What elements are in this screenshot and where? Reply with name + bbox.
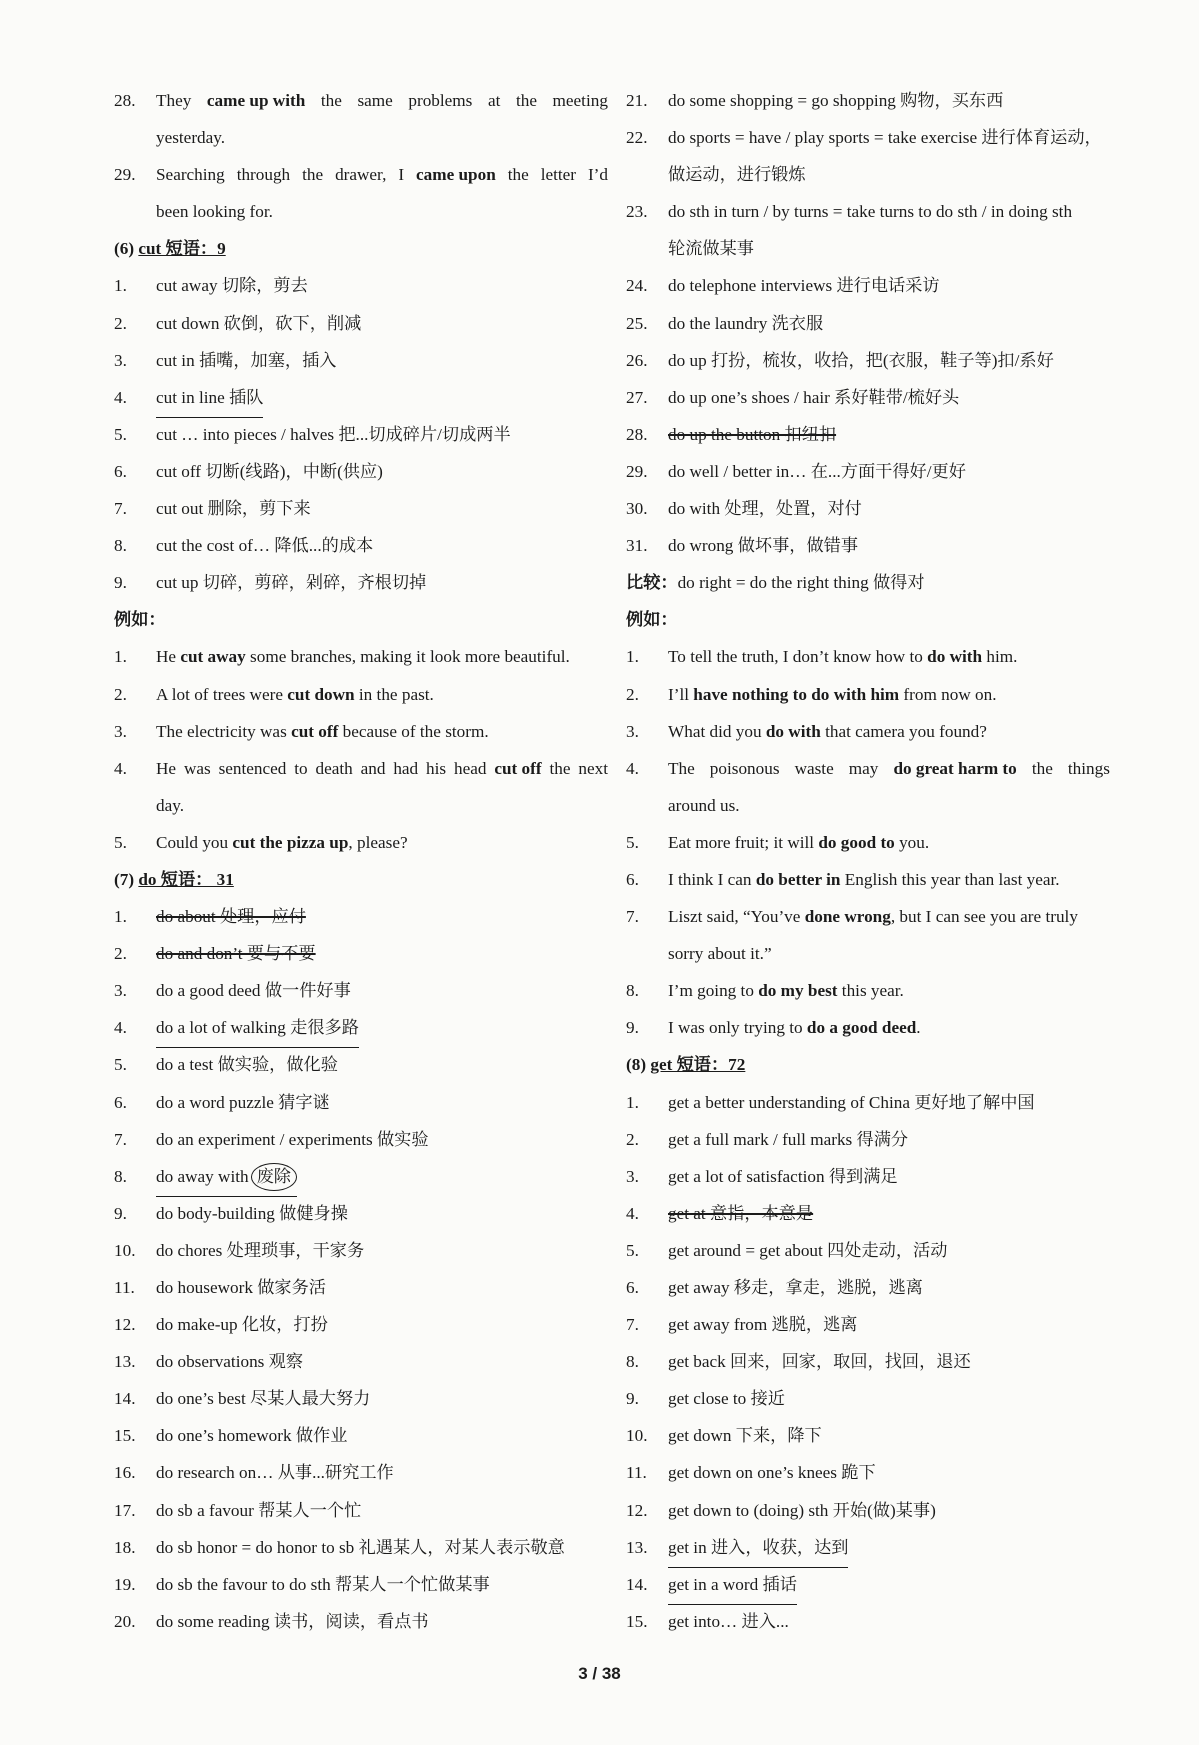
item-text: do sb the favour to do sth 帮某人一个忙做某事: [156, 1574, 490, 1594]
item-number: 5.: [114, 424, 127, 444]
item-text: [156, 82, 608, 119]
item-number: 8.: [626, 981, 639, 1001]
item-number: 1.: [114, 647, 127, 667]
list-item: [626, 824, 1116, 861]
item-text: The electricity was cut off because of the storm.: [156, 721, 489, 741]
item-text: cut … into pieces / halves 把...切成碎片/切成两半: [156, 424, 511, 444]
list-item: [626, 750, 1116, 787]
list-item: [626, 82, 1116, 119]
list-item: [114, 267, 614, 304]
item-number: 3.: [626, 721, 639, 741]
list-item: [626, 527, 1116, 564]
word: head: [454, 758, 487, 778]
item-text: do a word puzzle 猜字谜: [156, 1092, 330, 1112]
list-item-continuation: day.: [156, 795, 184, 815]
item-number: 22.: [626, 128, 648, 148]
item-text: cut in line 插队: [156, 379, 263, 418]
list-item: [114, 1380, 614, 1417]
word: may: [848, 758, 879, 778]
bold-phrase: cut off: [291, 721, 339, 741]
item-number: 10.: [626, 1426, 648, 1446]
list-item: [114, 342, 614, 379]
list-item: [626, 1195, 1116, 1232]
list-item: [626, 1603, 1116, 1640]
item-text: do research on… 从事...研究工作: [156, 1463, 394, 1483]
item-number: 15.: [114, 1426, 136, 1446]
item-text: do a test 做实验，做化验: [156, 1055, 338, 1075]
item-text: do one’s best 尽某人最大努力: [156, 1389, 371, 1409]
section-heading: 例如：: [114, 610, 166, 630]
list-item: [626, 638, 1116, 675]
item-number: 1.: [114, 907, 127, 927]
item-text: do away with 废除: [156, 1158, 297, 1197]
list-item-continuation: 轮流做某事: [668, 239, 754, 259]
word: waste: [794, 758, 834, 778]
section-heading: (6) cut 短语：9: [114, 239, 226, 259]
list-item: [114, 1492, 614, 1529]
bold-phrase: do better in: [755, 869, 841, 889]
list-item: [626, 1009, 1116, 1046]
item-text: I think I can do better in English this year than last year.: [668, 869, 1060, 889]
item-number: 11.: [626, 1463, 647, 1483]
bold-phrase: have nothing to do with him: [693, 684, 900, 704]
word: I’d: [587, 165, 608, 185]
list-item: [626, 972, 1116, 1009]
item-text: do a good deed 做一件好事: [156, 981, 351, 1001]
word: meeting: [552, 91, 608, 110]
item-text: do well / better in… 在...方面干得好/更好: [668, 461, 966, 481]
list-item: [114, 564, 614, 601]
item-number: 2.: [114, 313, 127, 333]
word: poisonous: [709, 758, 780, 778]
item-text: get away from 逃脱，逃离: [668, 1315, 858, 1335]
list-item: [626, 490, 1116, 527]
item-text: do sth in turn / by turns = take turns to do sth / in doing sth: [668, 202, 1073, 222]
item-number: 2.: [114, 684, 127, 704]
item-number: 29.: [114, 165, 136, 185]
list-item: [626, 1417, 1116, 1454]
item-number: 29.: [626, 461, 648, 481]
list-item: [626, 1158, 1116, 1195]
list-item: [626, 1084, 1116, 1121]
list-item: [626, 1492, 1116, 1529]
item-text: A lot of trees were cut down in the past.: [156, 684, 434, 704]
item-number: 31.: [626, 536, 648, 556]
word: same: [357, 91, 393, 110]
item-text: do up the button 扣纽扣: [668, 424, 837, 444]
item-number: 6.: [114, 461, 127, 481]
word: the: [507, 165, 529, 185]
right-column: [626, 82, 1116, 1640]
item-number: 9.: [114, 1203, 127, 1223]
list-item: [626, 1121, 1116, 1158]
item-number: 24.: [626, 276, 648, 296]
item-number: 8.: [626, 1352, 639, 1372]
list-item: [626, 305, 1116, 342]
list-item: [114, 1195, 614, 1232]
list-item: [626, 676, 1116, 713]
item-text: do some reading 读书，阅读，看点书: [156, 1611, 429, 1631]
item-number: 1.: [114, 276, 127, 296]
word: the: [549, 758, 571, 778]
list-item: [114, 416, 614, 453]
item-text: Eat more fruit; it will do good to you.: [668, 832, 930, 852]
list-item: [626, 193, 1116, 230]
item-number: 3.: [626, 1166, 639, 1186]
item-number: 20.: [114, 1611, 136, 1631]
item-text: Liszt said, “You’ve done wrong, but I can see you are truly: [668, 907, 1078, 927]
item-text: do observations 观察: [156, 1352, 304, 1372]
list-item: [626, 1232, 1116, 1269]
word: had: [393, 758, 419, 778]
section-heading-label: cut 短语：9: [138, 239, 226, 259]
item-text: do body-building 做健身操: [156, 1203, 348, 1223]
word: death: [315, 758, 353, 778]
item-number: 8.: [114, 1166, 127, 1186]
page-number: 3 / 38: [578, 1664, 621, 1683]
section-heading: 例如：: [626, 610, 678, 630]
item-text: get down to (doing) sth 开始(做)某事): [668, 1500, 936, 1520]
bold-phrase: came upon: [416, 165, 496, 185]
item-text: get back 回来，回家，取回，找回，退还: [668, 1352, 971, 1372]
item-text: cut in 插嘴，加塞，插入: [156, 350, 337, 370]
item-number: 23.: [626, 202, 648, 222]
word: the: [320, 91, 342, 110]
bold-phrase: cut away: [180, 647, 246, 667]
item-number: 4.: [626, 1203, 639, 1223]
list-item: [114, 972, 614, 1009]
word: The: [668, 758, 695, 778]
word: things: [1067, 758, 1110, 778]
item-text: Could you cut the pizza up, please?: [156, 832, 408, 852]
item-text: get a full mark / full marks 得满分: [668, 1129, 909, 1149]
list-item-continuation: sorry about it.”: [668, 944, 772, 964]
item-text: do chores 处理琐事，干家务: [156, 1240, 365, 1260]
item-number: 4.: [114, 758, 127, 778]
item-text: do wrong 做坏事，做错事: [668, 536, 859, 556]
item-text: get into… 进入...: [668, 1611, 789, 1631]
item-number: 6.: [626, 1278, 639, 1297]
list-item-continuation: been looking for.: [156, 202, 273, 222]
item-text: I’m going to do my best this year.: [668, 981, 904, 1001]
bold-phrase: cut down: [287, 684, 355, 704]
bold-phrase: cut off: [494, 758, 542, 778]
list-item-continuation: yesterday.: [156, 128, 226, 148]
list-item: [626, 898, 1116, 935]
word: his: [426, 758, 447, 778]
word: to: [294, 758, 308, 778]
item-number: 9.: [114, 573, 127, 593]
word: letter: [540, 165, 576, 185]
item-number: 5.: [626, 1240, 639, 1260]
item-number: 2.: [626, 1129, 639, 1149]
item-text: cut up 切碎，剪碎，剁碎，齐根切掉: [156, 573, 427, 593]
list-item: [114, 1454, 614, 1491]
list-item: [114, 1566, 614, 1603]
item-number: 16.: [114, 1463, 136, 1483]
list-item-continuation: around us.: [668, 795, 740, 815]
item-text: I’ll have nothing to do with him from now on.: [668, 684, 997, 704]
item-number: 9.: [626, 1018, 639, 1038]
item-text: get away 移走，拿走，逃脱，逃离: [668, 1278, 923, 1297]
word: drawer,: [335, 165, 387, 185]
item-number: 2.: [626, 684, 639, 704]
left-column: [114, 82, 614, 1640]
item-number: 14.: [626, 1574, 648, 1594]
item-text: get in a word 插话: [668, 1566, 797, 1605]
list-item: [114, 305, 614, 342]
item-number: 15.: [626, 1611, 648, 1631]
item-text: get close to 接近: [668, 1389, 785, 1409]
bold-phrase: do my best: [758, 981, 838, 1001]
item-text: get a better understanding of China 更好地了解中国: [668, 1092, 1035, 1112]
bold-phrase: do with: [765, 721, 821, 741]
item-number: 28.: [114, 91, 136, 110]
item-text: do with 处理，处置，对付: [668, 499, 862, 519]
item-number: 10.: [114, 1240, 136, 1260]
item-text: cut away 切除，剪去: [156, 276, 308, 296]
word: through: [236, 165, 291, 185]
item-number: 25.: [626, 313, 648, 333]
item-text: I was only trying to do a good deed.: [668, 1018, 921, 1038]
item-text: [156, 750, 608, 787]
item-text: do housework 做家务活: [156, 1278, 326, 1297]
list-item: [114, 1529, 614, 1566]
item-number: 4.: [626, 758, 639, 778]
item-text: do make-up 化妆，打扮: [156, 1315, 328, 1335]
bold-phrase: do with: [927, 647, 983, 667]
list-item: [626, 342, 1116, 379]
item-text: do sb a favour 帮某人一个忙: [156, 1500, 362, 1520]
list-item: [626, 1380, 1116, 1417]
word: sentenced: [218, 758, 287, 778]
bold-phrase: do good to: [818, 832, 895, 852]
item-number: 1.: [626, 1092, 639, 1112]
item-number: 5.: [114, 832, 127, 852]
bold-phrase: do great harm to: [893, 758, 1017, 778]
item-number: 6.: [626, 869, 639, 889]
item-text: get down on one’s knees 跪下: [668, 1463, 876, 1483]
list-item: [114, 1046, 614, 1083]
list-item: [114, 379, 614, 416]
item-number: 14.: [114, 1389, 136, 1409]
list-item: [114, 1084, 614, 1121]
list-item-continuation: 做运动，进行锻炼: [668, 165, 806, 185]
item-number: 6.: [114, 1092, 127, 1112]
section-heading: 比较：do right = do the right thing 做得对: [626, 573, 925, 593]
item-number: 8.: [114, 536, 127, 556]
list-item: [114, 1343, 614, 1380]
list-item: [626, 379, 1116, 416]
item-number: 4.: [114, 1018, 127, 1038]
item-number: 13.: [626, 1537, 648, 1557]
item-number: 26.: [626, 350, 648, 370]
word: was: [183, 758, 211, 778]
handwritten-circle: 废除: [251, 1163, 297, 1191]
item-number: 28.: [626, 424, 648, 444]
item-number: 7.: [114, 499, 127, 519]
item-text: cut off 切断(线路)，中断(供应): [156, 461, 383, 481]
item-text: do sports = have / play sports = take exercise 进行体育运动，: [668, 128, 1102, 148]
item-number: 3.: [114, 981, 127, 1001]
word: I: [398, 165, 405, 185]
item-text: [156, 156, 608, 193]
item-number: 5.: [626, 832, 639, 852]
item-text: do and don’t 要与不要: [156, 944, 316, 964]
item-number: 1.: [626, 647, 639, 667]
item-text: do telephone interviews 进行电话采访: [668, 276, 940, 296]
list-item: [626, 861, 1116, 898]
list-item: [114, 676, 614, 713]
list-item: [114, 1306, 614, 1343]
list-item: [114, 453, 614, 490]
section-heading: (7) do 短语： 31: [114, 869, 234, 889]
item-text: get around = get about 四处走动，活动: [668, 1240, 948, 1260]
item-number: 18.: [114, 1537, 136, 1557]
item-number: 12.: [626, 1500, 648, 1520]
list-item: [626, 453, 1116, 490]
item-number: 2.: [114, 944, 127, 964]
list-item: [114, 156, 614, 193]
list-item: [626, 1529, 1116, 1566]
list-item: [114, 638, 614, 675]
list-item: [114, 824, 614, 861]
section-heading-label: do 短语： 31: [138, 869, 234, 889]
item-text: do one’s homework 做作业: [156, 1426, 348, 1446]
list-item: [626, 1343, 1116, 1380]
section-heading: (8) get 短语：72: [626, 1055, 746, 1075]
item-number: 7.: [626, 907, 639, 927]
item-number: 30.: [626, 499, 648, 519]
list-item: [114, 935, 614, 972]
list-item: [626, 1269, 1116, 1306]
item-text: get at 意指，本意是: [668, 1203, 814, 1223]
item-text: do some shopping = go shopping 购物，买东西: [668, 91, 1004, 110]
item-text: get in 进入，收获，达到: [668, 1529, 848, 1568]
item-number: 17.: [114, 1500, 136, 1520]
item-text: [668, 750, 1110, 787]
word: and: [360, 758, 386, 778]
word: at: [487, 91, 501, 110]
item-text: cut down 砍倒，砍下，削减: [156, 313, 362, 333]
item-text: He cut away some branches, making it look more beautiful.: [156, 647, 570, 667]
item-number: 3.: [114, 350, 127, 370]
list-item: [114, 1417, 614, 1454]
item-text: get a lot of satisfaction 得到满足: [668, 1166, 898, 1186]
word: the: [515, 91, 537, 110]
item-number: 12.: [114, 1315, 136, 1335]
word: problems: [408, 91, 473, 110]
list-item: [626, 1306, 1116, 1343]
item-number: 13.: [114, 1352, 136, 1372]
list-item: [114, 527, 614, 564]
item-number: 3.: [114, 721, 127, 741]
list-item: [114, 713, 614, 750]
item-number: 7.: [114, 1129, 127, 1149]
list-item: [114, 898, 614, 935]
item-text: do the laundry 洗衣服: [668, 313, 824, 333]
item-number: 5.: [114, 1055, 127, 1075]
bold-phrase: done wrong: [804, 907, 891, 927]
item-number: 11.: [114, 1278, 135, 1297]
bold-phrase: came up with: [206, 91, 306, 110]
word: He: [156, 758, 177, 778]
list-item: [626, 267, 1116, 304]
word: next: [578, 758, 608, 778]
list-item: [114, 1603, 614, 1640]
list-item: [626, 713, 1116, 750]
list-item: [626, 416, 1116, 453]
section-heading-label: get 短语：72: [650, 1055, 746, 1075]
bold-phrase: cut the pizza up: [232, 832, 349, 852]
item-text: do up one’s shoes / hair 系好鞋带/梳好头: [668, 387, 960, 407]
bold-phrase: do a good deed: [806, 1018, 917, 1038]
item-number: 21.: [626, 91, 648, 110]
list-item: [114, 1269, 614, 1306]
item-text: get down 下来，降下: [668, 1426, 822, 1446]
heading-rest: do right = do the right thing 做得对: [677, 573, 925, 593]
list-item: [114, 1121, 614, 1158]
list-item: [626, 119, 1116, 156]
item-text: do about 处理，应付: [156, 907, 306, 927]
item-number: 7.: [626, 1315, 639, 1335]
list-item: [626, 1454, 1116, 1491]
list-item: [114, 750, 614, 787]
item-text: cut out 删除，剪下来: [156, 499, 311, 519]
word: Searching: [156, 165, 225, 185]
list-item: [114, 490, 614, 527]
item-text: What did you do with that camera you found?: [668, 721, 987, 741]
item-text: do a lot of walking 走很多路: [156, 1009, 359, 1048]
item-number: 9.: [626, 1389, 639, 1409]
item-text: do up 打扮，梳妆，收拾，把(衣服，鞋子等)扣/系好: [668, 350, 1054, 370]
word: They: [156, 91, 192, 110]
item-number: 4.: [114, 387, 127, 407]
item-text: do sb honor = do honor to sb 礼遇某人，对某人表示敬意: [156, 1537, 565, 1557]
list-item: [114, 82, 614, 119]
list-item: [114, 1158, 614, 1195]
item-number: 27.: [626, 387, 648, 407]
list-item: [626, 1566, 1116, 1603]
list-item: [114, 1232, 614, 1269]
item-text: cut the cost of… 降低...的成本: [156, 536, 374, 556]
item-text: To tell the truth, I don’t know how to do with him.: [668, 647, 1018, 667]
list-item: [114, 1009, 614, 1046]
word: the: [1031, 758, 1053, 778]
word: the: [302, 165, 324, 185]
item-text: do an experiment / experiments 做实验: [156, 1129, 429, 1149]
item-number: 19.: [114, 1574, 136, 1594]
